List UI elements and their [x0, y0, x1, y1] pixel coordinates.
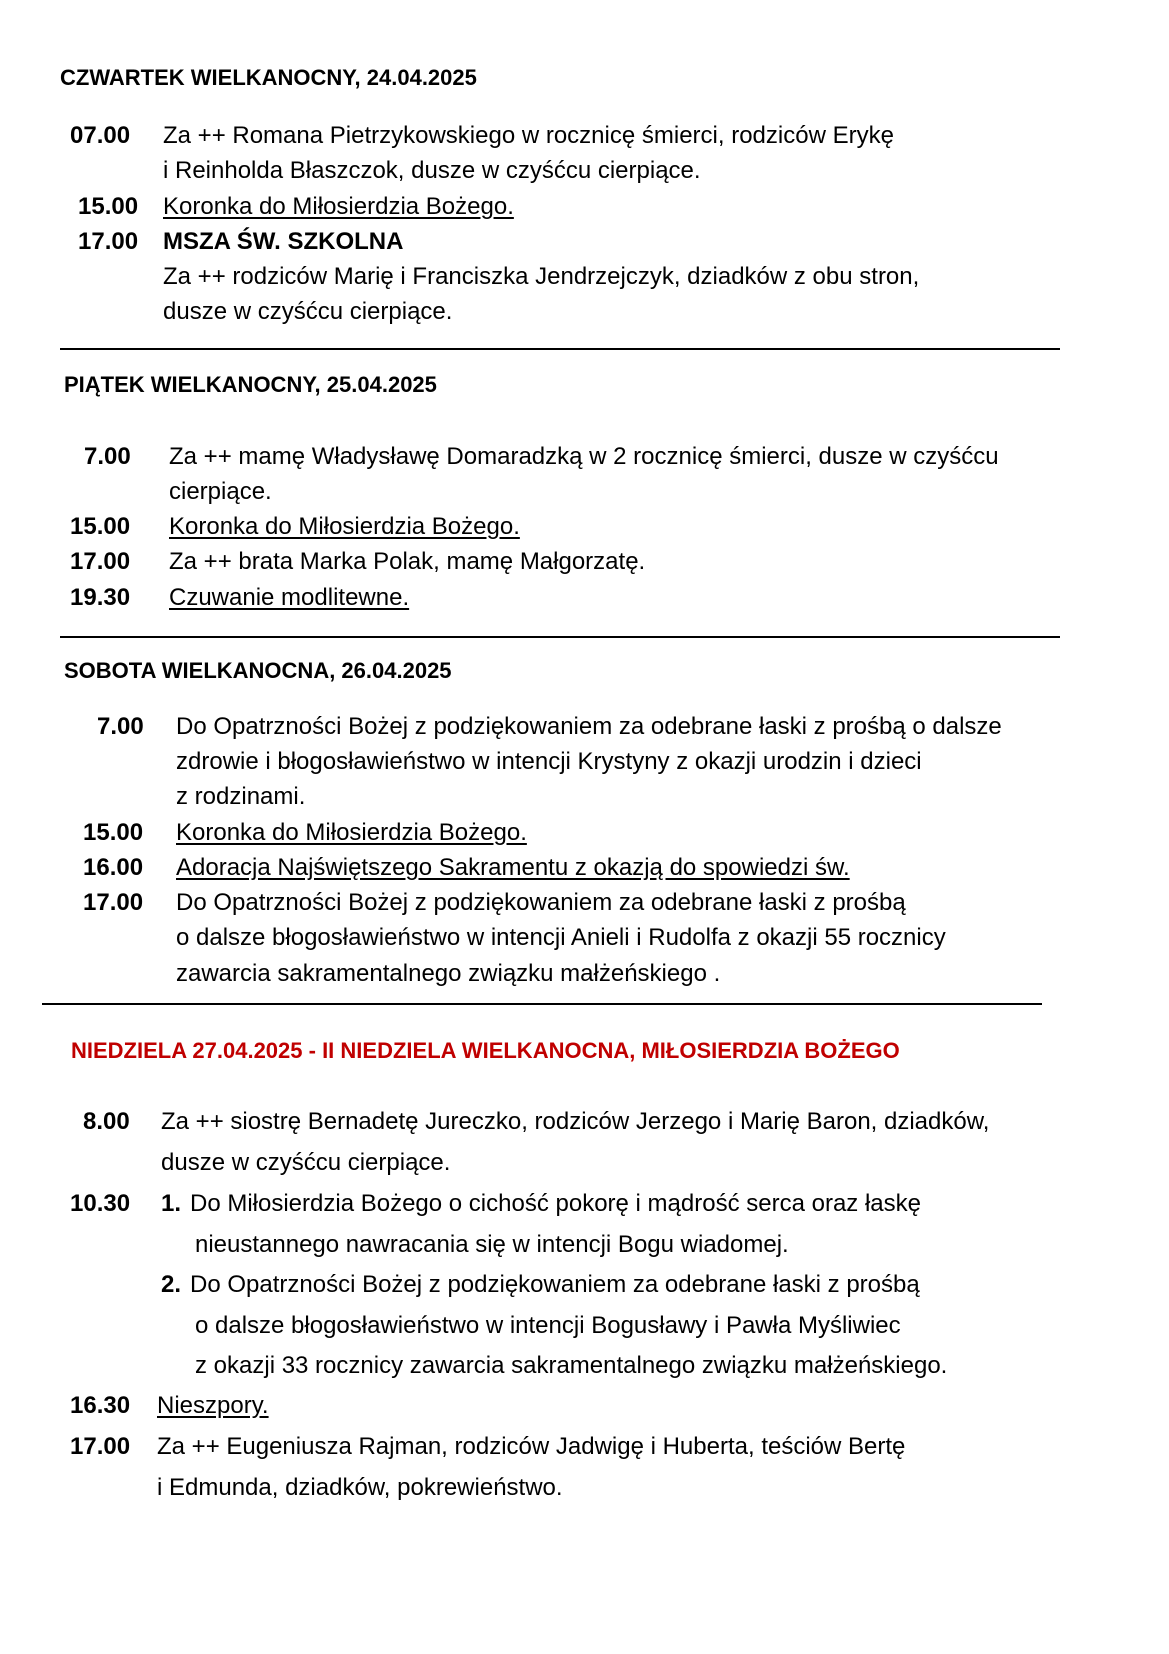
day-heading-friday: PIĄTEK WIELKANOCNY, 25.04.2025 — [64, 372, 437, 397]
service-title: Adoracja Najświętszego Sakramentu z okazją do spowiedzi św. — [176, 854, 850, 881]
intention-line: zawarcia sakramentalnego związku małżeńskiego . — [176, 960, 721, 987]
intention-line: Do Opatrzności Bożej z podziękowaniem za odebrane łaski z prośbą — [190, 1271, 920, 1298]
intention-line: i Reinholda Błaszczok, dusze w czyśćcu cierpiące. — [163, 157, 701, 184]
mass-time: 10.30 — [70, 1190, 131, 1217]
day-heading-thursday: CZWARTEK WIELKANOCNY, 24.04.2025 — [60, 65, 477, 90]
intention-line: i Edmunda, dziadków, pokrewieństwo. — [157, 1474, 563, 1501]
mass-time: 17.00 — [83, 889, 144, 916]
service-title: Nieszpory. — [157, 1392, 269, 1419]
mass-time: 17.00 — [70, 548, 131, 575]
service-title: Czuwanie modlitewne. — [169, 584, 410, 611]
intention-line: z okazji 33 rocznicy zawarcia sakramentalnego związku małżeńskiego. — [195, 1352, 948, 1379]
intention-line: Za ++ rodziców Marię i Franciszka Jendrzejczyk, dziadków z obu stron, — [163, 263, 920, 290]
mass-time: 19.30 — [70, 584, 131, 611]
service-title: Koronka do Miłosierdzia Bożego. — [163, 193, 514, 220]
intention-line: o dalsze błogosławieństwo w intencji Bogusławy i Pawła Myśliwiec — [195, 1312, 901, 1339]
mass-time: 16.00 — [83, 854, 144, 881]
mass-time: 7.00 — [84, 443, 131, 470]
intention-line: Za ++ Eugeniusza Rajman, rodziców Jadwigę i Huberta, teściów Bertę — [157, 1433, 906, 1460]
day-heading-sunday: NIEDZIELA 27.04.2025 - II NIEDZIELA WIELKANOCNA, MIŁOSIERDZIA BOŻEGO — [71, 1038, 900, 1063]
mass-time: 17.00 — [78, 228, 139, 255]
mass-time: 17.00 — [70, 1433, 131, 1460]
mass-time: 15.00 — [70, 513, 131, 540]
intention-line: Do Opatrzności Bożej z podziękowaniem za odebrane łaski z prośbą — [176, 889, 906, 916]
intention-line: zdrowie i błogosławieństwo w intencji Krystyny z okazji urodzin i dzieci — [176, 748, 922, 775]
intention-line: Do Opatrzności Bożej z podziękowaniem za odebrane łaski z prośbą o dalsze — [176, 713, 1002, 740]
mass-time: 15.00 — [78, 193, 139, 220]
mass-time: 7.00 — [97, 713, 144, 740]
intention-line: Za ++ mamę Władysławę Domaradzką w 2 rocznicę śmierci, dusze w czyśćcu — [169, 443, 999, 470]
service-title: MSZA ŚW. SZKOLNA — [163, 228, 404, 255]
intention-number: 2. — [161, 1271, 182, 1298]
day-heading-saturday: SOBOTA WIELKANOCNA, 26.04.2025 — [64, 658, 452, 683]
intention-line: dusze w czyśćcu cierpiące. — [163, 298, 453, 325]
intention-line: Za ++ Romana Pietrzykowskiego w rocznicę śmierci, rodziców Erykę — [163, 122, 894, 149]
mass-time: 07.00 — [70, 122, 131, 149]
intention-line: o dalsze błogosławieństwo w intencji Anieli i Rudolfa z okazji 55 rocznicy — [176, 924, 946, 951]
intention-line: z rodzinami. — [176, 783, 306, 810]
intention-line: Za ++ brata Marka Polak, mamę Małgorzatę. — [169, 548, 646, 575]
mass-time: 8.00 — [83, 1108, 130, 1135]
intention-line: dusze w czyśćcu cierpiące. — [161, 1149, 451, 1176]
section-divider — [42, 1003, 1042, 1005]
section-divider — [60, 636, 1060, 638]
intention-line: cierpiące. — [169, 478, 272, 505]
intention-line: Do Miłosierdzia Bożego o cichość pokorę i mądrość serca oraz łaskę — [190, 1190, 921, 1217]
intention-number: 1. — [161, 1190, 182, 1217]
mass-time: 15.00 — [83, 819, 144, 846]
intention-line: nieustannego nawracania się w intencji Bogu wiadomej. — [195, 1231, 789, 1258]
service-title: Koronka do Miłosierdzia Bożego. — [169, 513, 520, 540]
mass-time: 16.30 — [70, 1392, 131, 1419]
service-title: Koronka do Miłosierdzia Bożego. — [176, 819, 527, 846]
section-divider — [60, 348, 1060, 350]
intention-line: Za ++ siostrę Bernadetę Jureczko, rodziców Jerzego i Marię Baron, dziadków, — [161, 1108, 990, 1135]
